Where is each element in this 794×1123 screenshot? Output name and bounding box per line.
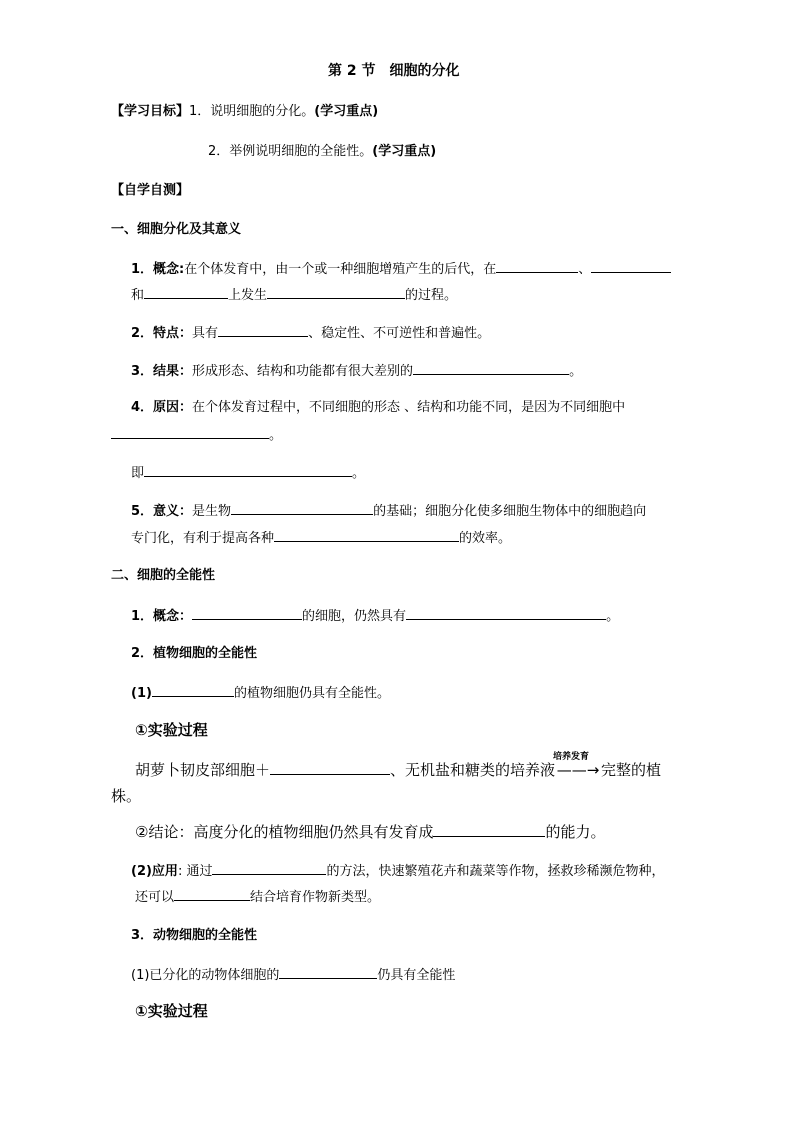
s2-exp-text: 株。 xyxy=(111,787,142,805)
s1-meaning-text: 的基础；细胞分化使多细胞生物体中的细胞趋向 xyxy=(373,504,647,519)
blank[interactable] xyxy=(496,258,578,273)
s1-cause-line-3 xyxy=(131,462,365,484)
s2-exp-line-2 xyxy=(111,786,141,806)
period: 。 xyxy=(269,428,283,443)
self-test-label: 【自学自测】 xyxy=(111,183,190,198)
blank[interactable] xyxy=(231,500,373,515)
s1-feature-text: 具有 xyxy=(192,326,219,341)
s2-concept-text: 的细胞，仍然具有 xyxy=(302,609,407,624)
objective-1: 1．说明细胞的分化。 xyxy=(189,104,315,119)
s1-meaning-label: 5．意义： xyxy=(131,504,193,519)
blank[interactable] xyxy=(591,258,671,273)
arrow-label: 培养发育 xyxy=(553,752,590,762)
s2-app-prefix: (2)应用 xyxy=(131,864,178,879)
s1-meaning-text: 专门化，有利于提高各种 xyxy=(131,531,275,546)
s2-conclusion-text: 的能力。 xyxy=(545,823,606,841)
period: 。 xyxy=(606,609,620,624)
s1-result-line xyxy=(131,360,582,382)
s2-concept-line xyxy=(131,605,619,627)
s1-cause-line-1 xyxy=(131,398,625,418)
objective-1-tag: (学习重点) xyxy=(314,104,379,119)
s2-plant-text: 的植物细胞仍具有全能性。 xyxy=(233,686,390,701)
objective-2: 2．举例说明细胞的全能性。 xyxy=(208,144,373,159)
s1-concept-text: 的过程。 xyxy=(405,288,458,303)
objectives-line-1 xyxy=(111,102,378,122)
s2-exp-text: 完整的植 xyxy=(601,761,662,779)
s1-concept-label: 1．概念: xyxy=(131,262,185,277)
s2-exp-text: 、无机盐和糖类的培养液 xyxy=(390,761,556,779)
experiment-heading-2: ①实验过程 xyxy=(135,1002,208,1020)
blank[interactable] xyxy=(144,284,228,299)
animal-heading: 3．动物细胞的全能性 xyxy=(131,928,258,943)
objectives-label: 【学习目标】 xyxy=(111,104,190,119)
s2-exp-text: 胡萝卜韧皮部细胞＋ xyxy=(135,761,271,779)
s2-animal-text: 仍具有全能性 xyxy=(377,968,456,983)
s1-meaning-line-1 xyxy=(131,500,646,522)
s1-meaning-line-2 xyxy=(131,527,511,549)
s1-feature-line xyxy=(131,322,490,344)
blank[interactable] xyxy=(174,886,250,901)
s1-cause-label: 4．原因： xyxy=(131,400,193,415)
plant-heading: 2．植物细胞的全能性 xyxy=(131,646,258,661)
s2-app-text: 结合培育作物新类型。 xyxy=(250,890,381,905)
s1-concept-text: 在个体发育中，由一个或一种细胞增殖产生的后代，在 xyxy=(184,262,497,277)
period: 。 xyxy=(352,466,366,481)
s1-concept-text: 和 xyxy=(131,288,145,303)
s1-meaning-text: 的效率。 xyxy=(459,531,512,546)
s2-animal-text: (1)已分化的动物体细胞的 xyxy=(131,968,280,983)
s1-meaning-text: 是生物 xyxy=(192,504,232,519)
s1-concept-line-2 xyxy=(131,284,457,306)
s1-result-label: 3．结果： xyxy=(131,364,193,379)
s1-feature-text: 、稳定性、不可逆性和普遍性。 xyxy=(308,326,491,341)
s1-result-text: 形成形态、结构和功能都有很大差别的 xyxy=(192,364,414,379)
s1-cause-text: 即 xyxy=(131,466,145,481)
objectives-line-2 xyxy=(208,142,436,162)
blank[interactable] xyxy=(111,424,269,439)
s1-cause-text: 在个体发育过程中，不同细胞的形态 、结构和功能不同，是因为不同细胞中 xyxy=(192,400,626,415)
blank[interactable] xyxy=(212,860,326,875)
blank[interactable] xyxy=(270,760,390,775)
s2-app-text: 还可以 xyxy=(135,890,175,905)
section2-heading: 二、细胞的全能性 xyxy=(111,568,216,583)
blank[interactable] xyxy=(406,605,606,620)
blank[interactable] xyxy=(267,284,405,299)
separator: 、 xyxy=(578,262,592,277)
blank[interactable] xyxy=(433,822,545,837)
s1-feature-label: 2．特点： xyxy=(131,326,193,341)
s2-app-line-2 xyxy=(135,886,380,908)
s1-concept-line-1 xyxy=(131,258,671,280)
blank[interactable] xyxy=(413,360,569,375)
s2-app-text: : 通过 xyxy=(177,864,213,879)
blank[interactable] xyxy=(274,527,459,542)
s2-app-line-1 xyxy=(131,860,664,882)
s2-exp-line-1 xyxy=(135,752,662,780)
page-title: 第 2 节 细胞的分化 xyxy=(328,63,460,79)
experiment-heading: ①实验过程 xyxy=(135,721,208,739)
objective-2-tag: (学习重点) xyxy=(372,144,437,159)
blank[interactable] xyxy=(218,322,308,337)
period: 。 xyxy=(569,364,583,379)
arrow-icon: 培养发育 ——→ xyxy=(555,760,601,780)
s2-plant-prefix: (1) xyxy=(131,686,152,701)
s2-plant-line xyxy=(131,682,390,704)
s2-app-text: 的方法，快速繁殖花卉和蔬菜等作物，拯救珍稀濒危物种， xyxy=(326,864,665,879)
s2-conclusion-line xyxy=(135,822,605,842)
s2-animal-line xyxy=(131,964,455,986)
s2-conclusion-text: ②结论：高度分化的植物细胞仍然具有发育成 xyxy=(135,823,434,841)
blank[interactable] xyxy=(192,605,302,620)
section1-heading: 一、细胞分化及其意义 xyxy=(111,222,242,237)
blank[interactable] xyxy=(152,682,234,697)
s1-concept-text: 上发生 xyxy=(228,288,268,303)
s1-cause-line-2 xyxy=(111,424,282,446)
s2-concept-label: 1．概念： xyxy=(131,609,193,624)
blank[interactable] xyxy=(279,964,377,979)
blank[interactable] xyxy=(144,462,352,477)
